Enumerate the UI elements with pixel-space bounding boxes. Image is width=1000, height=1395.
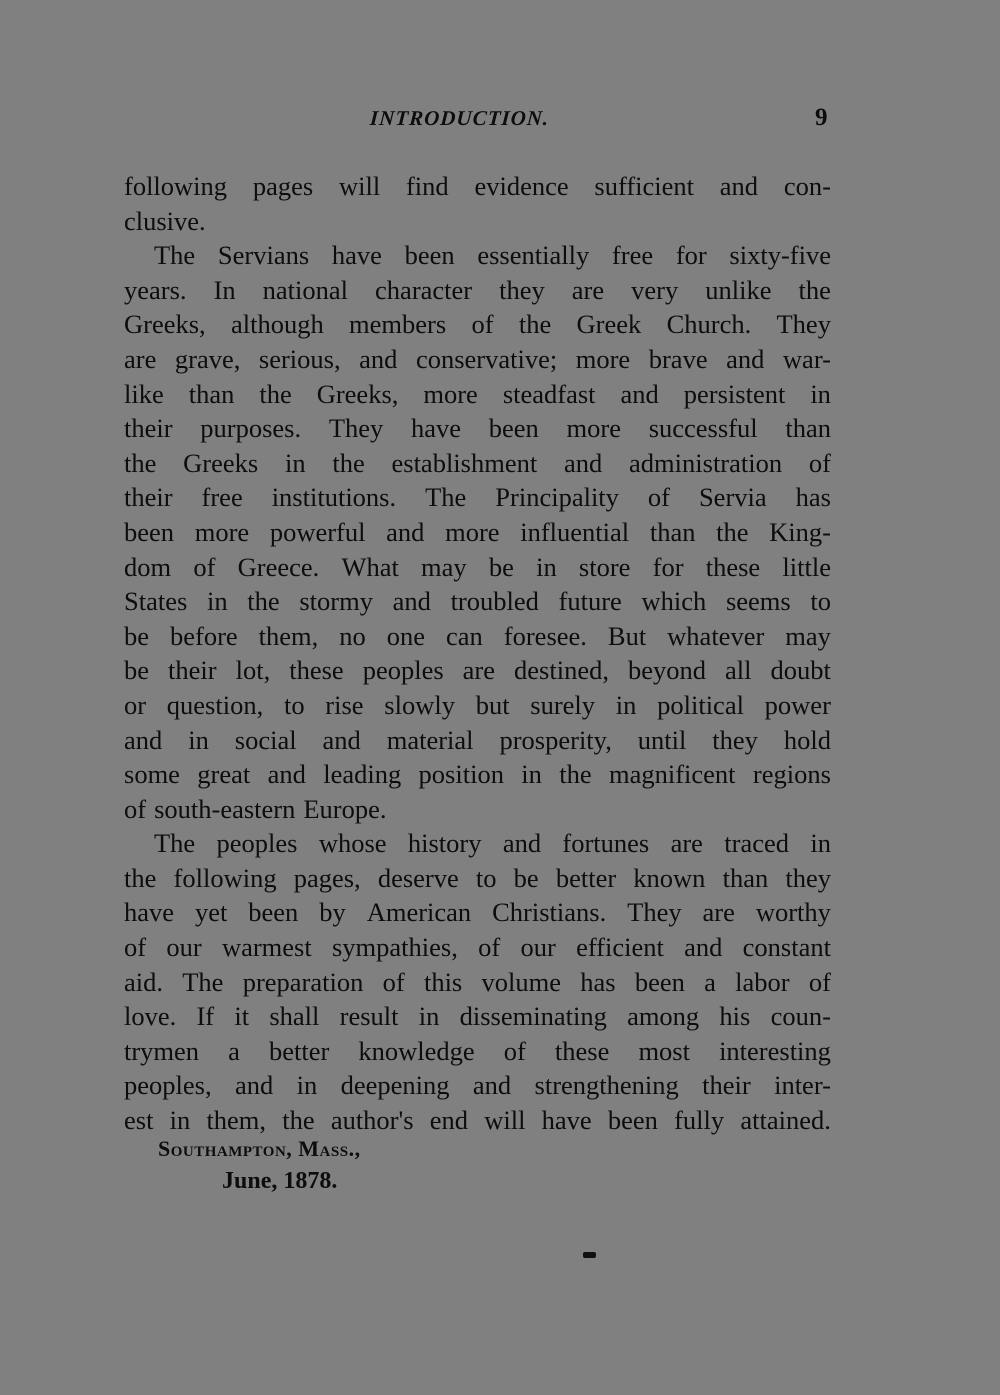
- word: evidence: [474, 171, 569, 201]
- word: in: [296, 1070, 318, 1101]
- word: among: [627, 1001, 700, 1032]
- word: Church.: [666, 309, 752, 340]
- text-line: [124, 238, 831, 273]
- word: regions: [752, 759, 831, 790]
- word: national: [262, 274, 349, 305]
- word: They: [776, 309, 831, 340]
- word: the: [332, 447, 365, 478]
- text-line: [124, 169, 831, 204]
- word: political: [657, 689, 744, 720]
- word: Principality: [495, 482, 619, 513]
- word: south-eastern: [154, 793, 296, 824]
- word: in: [615, 689, 637, 720]
- word: to: [810, 586, 831, 617]
- word: the: [798, 274, 831, 305]
- word: in: [810, 828, 831, 859]
- word: slowly: [384, 689, 455, 720]
- word: yet: [194, 897, 228, 928]
- text-line: [124, 446, 831, 481]
- word: be: [488, 551, 514, 582]
- text-line: [124, 377, 831, 412]
- word: great: [197, 759, 251, 790]
- word: for: [652, 551, 684, 582]
- word: unlike: [705, 274, 772, 305]
- word: been: [488, 413, 539, 444]
- word: purposes.: [200, 413, 302, 444]
- word: been: [607, 1105, 658, 1136]
- word: the: [559, 759, 592, 790]
- word: the: [124, 862, 157, 893]
- word: than: [649, 516, 696, 547]
- word: surely: [530, 689, 596, 720]
- word: of: [503, 1035, 526, 1066]
- running-header: [0, 106, 1000, 140]
- word: But: [607, 620, 647, 651]
- word: interesting: [719, 1035, 831, 1066]
- word: their: [168, 655, 217, 686]
- word: material: [386, 724, 474, 755]
- word: may: [421, 551, 467, 582]
- word: volume: [481, 966, 561, 997]
- word: author's: [330, 1105, 414, 1136]
- word: magnificent: [608, 759, 736, 790]
- word: following: [173, 862, 277, 893]
- word: more: [194, 516, 250, 547]
- word: more: [445, 516, 500, 547]
- word: has: [795, 482, 831, 513]
- word: and: [502, 828, 542, 859]
- word: history: [407, 828, 482, 859]
- word: steadfast: [502, 378, 596, 409]
- text-line: [124, 550, 831, 585]
- word: strengthening: [534, 1070, 679, 1101]
- word: war-: [782, 343, 831, 374]
- word: free: [201, 482, 243, 513]
- word: this: [423, 966, 463, 997]
- word: leading: [323, 759, 402, 790]
- word: of: [382, 966, 405, 997]
- word: be: [124, 620, 150, 651]
- word: successful: [648, 413, 758, 444]
- word: store: [578, 551, 631, 582]
- word: Greeks: [183, 447, 259, 478]
- text-line: [124, 792, 831, 827]
- word: until: [637, 724, 687, 755]
- word: social: [234, 724, 297, 755]
- word: the: [247, 586, 280, 617]
- word: these: [554, 1035, 610, 1066]
- word: rise: [325, 689, 364, 720]
- text-line: [124, 723, 831, 758]
- word: are: [670, 828, 703, 859]
- word: to: [283, 689, 305, 720]
- word: traced: [724, 828, 789, 859]
- word: They: [328, 413, 384, 444]
- word: deserve: [377, 862, 459, 893]
- word: grave,: [174, 343, 241, 374]
- word: most: [638, 1035, 690, 1066]
- word: preparation: [242, 966, 364, 997]
- word: of: [808, 447, 831, 478]
- word: Greece.: [237, 551, 320, 582]
- word: and: [234, 1070, 274, 1101]
- word: future: [558, 586, 622, 617]
- word: their: [124, 482, 173, 513]
- word: Christians.: [492, 897, 607, 928]
- word: They: [627, 897, 682, 928]
- word: may: [785, 620, 831, 651]
- word: beyond: [628, 655, 707, 686]
- word: their: [702, 1070, 751, 1101]
- word: Europe.: [303, 793, 387, 824]
- word: brave: [648, 343, 708, 374]
- word: these: [705, 551, 761, 582]
- word: some: [124, 759, 180, 790]
- word: be: [124, 655, 150, 686]
- word: the: [716, 516, 749, 547]
- word: before: [170, 620, 238, 651]
- word: in: [284, 447, 306, 478]
- ink-mark: [583, 1252, 596, 1258]
- word: or: [124, 689, 147, 720]
- word: and: [392, 586, 431, 617]
- word: a: [228, 1035, 240, 1066]
- word: the: [518, 309, 552, 340]
- word: States: [124, 586, 188, 617]
- signature-date: June, 1878.: [222, 1168, 338, 1194]
- text-line: [124, 619, 831, 654]
- word: free: [611, 240, 654, 271]
- word: by: [319, 897, 346, 928]
- word: coun-: [770, 1001, 831, 1032]
- word: of: [647, 482, 670, 513]
- word: all: [725, 655, 752, 686]
- word: and: [124, 724, 163, 755]
- word: The: [154, 828, 196, 859]
- word: troubled: [450, 586, 539, 617]
- word: character: [375, 274, 473, 305]
- text-line: [124, 757, 831, 792]
- text-line: [124, 930, 831, 965]
- word: administration: [629, 447, 783, 478]
- word: efficient: [576, 932, 664, 963]
- text-line: [124, 999, 831, 1034]
- word: members: [349, 309, 447, 340]
- word: which: [641, 586, 707, 617]
- text-line: [124, 861, 831, 896]
- word: will: [484, 1105, 526, 1136]
- word: est: [124, 1105, 154, 1136]
- word: trymen: [124, 1035, 200, 1066]
- word: known: [633, 862, 706, 893]
- word: will: [338, 171, 381, 201]
- text-line: [124, 584, 831, 619]
- word: labor: [735, 966, 790, 997]
- word: powerful: [269, 516, 366, 547]
- word: than: [785, 413, 831, 444]
- word: in: [418, 1001, 440, 1032]
- word: stormy: [299, 586, 373, 617]
- text-line: [124, 1068, 831, 1103]
- word: it: [234, 1001, 250, 1032]
- word: In: [213, 274, 236, 305]
- word: little: [782, 551, 831, 582]
- word: and: [726, 343, 765, 374]
- word: Servians: [217, 240, 310, 271]
- word: of: [124, 932, 147, 963]
- word: shall: [269, 1001, 320, 1032]
- word: establishment: [391, 447, 538, 478]
- word: destined,: [514, 655, 609, 686]
- word: foresee.: [503, 620, 587, 651]
- word: power: [764, 689, 831, 720]
- word: conservative;: [415, 343, 558, 374]
- word: The: [182, 966, 224, 997]
- word: seems: [725, 586, 791, 617]
- word: although: [230, 309, 324, 340]
- word: peoples,: [124, 1070, 212, 1101]
- word: position: [418, 759, 504, 790]
- word: and: [267, 759, 306, 790]
- word: have: [411, 413, 462, 444]
- word: and: [684, 932, 723, 963]
- word: worthy: [755, 897, 831, 928]
- word: they: [785, 862, 831, 893]
- word: question,: [166, 689, 264, 720]
- word: of: [471, 309, 494, 340]
- word: warmest: [221, 932, 312, 963]
- word: deepening: [340, 1070, 450, 1101]
- word: What: [341, 551, 399, 582]
- word: are: [462, 655, 496, 686]
- word: be: [513, 862, 539, 893]
- word: to: [475, 862, 497, 893]
- body-text: [124, 169, 831, 1138]
- word: love.: [124, 1001, 177, 1032]
- word: sympathies,: [331, 932, 458, 963]
- word: like: [124, 378, 164, 409]
- text-line: [124, 273, 831, 308]
- word: influential: [520, 516, 630, 547]
- chapter-title: INTRODUCTION.: [369, 106, 551, 130]
- word: end: [429, 1105, 469, 1136]
- word: serious,: [258, 343, 341, 374]
- word: have: [124, 897, 175, 928]
- word: in: [521, 759, 542, 790]
- word: Greek: [576, 309, 642, 340]
- text-line: [124, 826, 831, 861]
- word: dom: [124, 551, 172, 582]
- word: result: [339, 1001, 399, 1032]
- word: Greeks,: [124, 309, 206, 340]
- word: sufficient: [594, 171, 695, 201]
- text-line: [124, 1103, 831, 1138]
- word: than: [722, 862, 769, 893]
- word: can: [446, 620, 483, 651]
- word: been: [404, 240, 455, 271]
- text-line: [124, 342, 831, 377]
- text-line: [124, 480, 831, 515]
- word: been: [634, 966, 685, 997]
- word: whatever: [667, 620, 765, 651]
- word: they: [499, 274, 545, 305]
- word: The: [425, 482, 467, 513]
- word: of: [478, 932, 501, 963]
- word: better: [555, 862, 617, 893]
- word: Greeks,: [316, 378, 399, 409]
- word: and: [386, 516, 425, 547]
- word: in: [188, 724, 209, 755]
- word: fully: [674, 1105, 725, 1136]
- word: more: [575, 343, 631, 374]
- word: his: [719, 1001, 751, 1032]
- word: them,: [206, 1105, 267, 1136]
- word: their: [124, 413, 173, 444]
- word: essentially: [477, 240, 590, 271]
- word: of: [808, 966, 831, 997]
- word: years.: [124, 274, 187, 305]
- word: prosperity,: [499, 724, 612, 755]
- word: been: [124, 516, 175, 547]
- word: the: [282, 1105, 315, 1136]
- word: have: [541, 1105, 592, 1136]
- word: but: [475, 689, 510, 720]
- word: these: [289, 655, 344, 686]
- text-line: [124, 653, 831, 688]
- word: following: [124, 171, 228, 201]
- word: knowledge: [358, 1035, 475, 1066]
- word: have: [331, 240, 382, 271]
- word: they: [712, 724, 758, 755]
- word: in: [169, 1105, 191, 1136]
- word: are: [124, 343, 157, 374]
- word: of: [124, 793, 147, 824]
- word: Servia: [698, 482, 767, 513]
- word: sixty-five: [729, 240, 831, 271]
- word: and: [620, 378, 659, 409]
- word: than: [188, 378, 235, 409]
- word: the: [259, 378, 292, 409]
- word: and: [472, 1070, 512, 1101]
- word: and: [322, 724, 361, 755]
- text-line: [124, 895, 831, 930]
- word: are: [571, 274, 605, 305]
- word: and: [359, 343, 398, 374]
- word: If: [196, 1001, 215, 1032]
- word: in: [536, 551, 557, 582]
- word: our: [166, 932, 202, 963]
- word: clusive.: [124, 205, 206, 236]
- word: attained.: [740, 1105, 831, 1136]
- word: has: [580, 966, 616, 997]
- word: and: [564, 447, 603, 478]
- word: persistent: [683, 378, 786, 409]
- word: very: [631, 274, 679, 305]
- word: The: [154, 240, 196, 271]
- word: for: [675, 240, 707, 271]
- word: American: [366, 897, 472, 928]
- word: better: [268, 1035, 330, 1066]
- text-line: [124, 411, 831, 446]
- word: more: [423, 378, 478, 409]
- word: disseminating: [459, 1001, 607, 1032]
- word: our: [520, 932, 556, 963]
- word: institutions.: [271, 482, 397, 513]
- word: pages,: [293, 862, 361, 893]
- word: constant: [742, 932, 831, 963]
- word: doubt: [770, 655, 831, 686]
- word: and: [719, 171, 759, 201]
- word: King-: [769, 516, 831, 547]
- page-number: 9: [815, 104, 828, 131]
- word: the: [124, 447, 157, 478]
- word: in: [810, 378, 831, 409]
- word: peoples: [362, 655, 444, 686]
- signature-place: Southampton, Mass.,: [158, 1136, 361, 1161]
- word: of: [193, 551, 216, 582]
- word: fortunes: [562, 828, 650, 859]
- text-line: [124, 1034, 831, 1069]
- word: find: [405, 171, 449, 201]
- text-line: [124, 204, 831, 239]
- word: pages: [252, 171, 314, 201]
- word: inter-: [774, 1070, 831, 1101]
- word: aid.: [124, 966, 163, 997]
- word: a: [704, 966, 716, 997]
- word: no: [339, 620, 366, 651]
- text-line: [124, 307, 831, 342]
- text-line: [124, 965, 831, 1000]
- word: lot,: [235, 655, 271, 686]
- word: hold: [783, 724, 831, 755]
- word: one: [386, 620, 426, 651]
- word: been: [248, 897, 299, 928]
- text-line: [124, 515, 831, 550]
- word: whose: [318, 828, 387, 859]
- word: more: [566, 413, 621, 444]
- word: in: [206, 586, 228, 617]
- text-line: [124, 688, 831, 723]
- word: them,: [258, 620, 319, 651]
- word: con-: [783, 171, 831, 201]
- word: peoples: [216, 828, 298, 859]
- word: are: [702, 897, 735, 928]
